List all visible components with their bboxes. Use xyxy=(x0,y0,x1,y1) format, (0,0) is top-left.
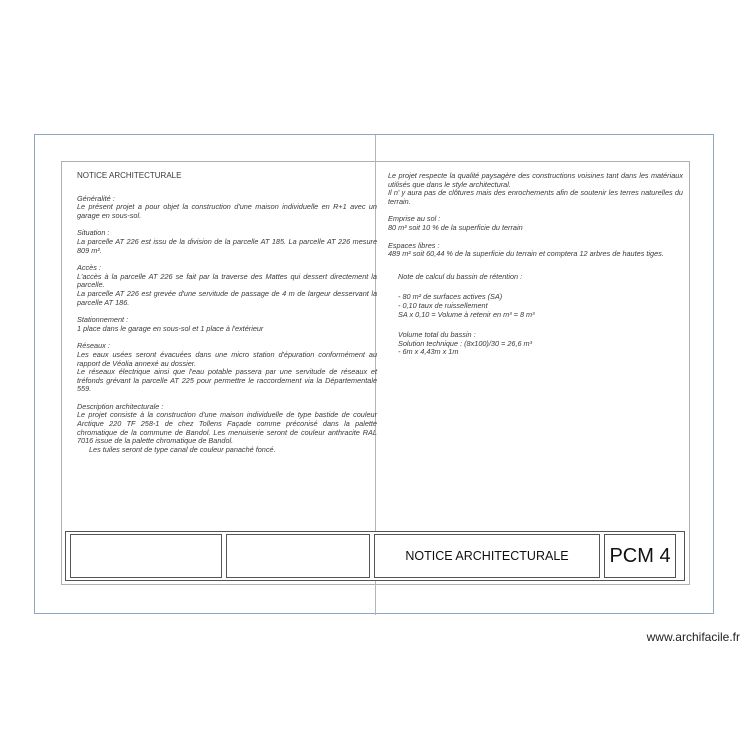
section-reseaux xyxy=(77,342,377,394)
section-acces xyxy=(77,264,377,307)
paysage-line-1: Le projet respecte la qualité paysagère des constructions voisines tant dans les matériaux utilisés que dans le style architectural. xyxy=(388,171,683,189)
title-block xyxy=(65,531,685,581)
description-line-2: Les tuiles seront de type canal de couleur panaché foncé. xyxy=(89,444,276,454)
volume-line-1: Solution technique : (8x100)/30 = 26,6 m³ xyxy=(398,338,533,348)
acces-heading: Accès : xyxy=(77,263,101,273)
situation-text: La parcelle AT 226 est issu de la division de la parcelle AT 185. La parcelle AT 226 mesure 809 m². xyxy=(77,236,377,255)
acces-line-2: La parcelle AT 226 est grevée d'une servitude de passage de 4 m de largeur desservant la parcelle AT 186. xyxy=(77,288,377,307)
title-block-cell-empty-2 xyxy=(226,534,370,578)
reseaux-line-2: Le réseaux électrique ainsi que l'eau potable passera par une servitude de réseaux et tréfonds grévant la parcelle AT 225 pour permettre le raccordement via la Départementale 559. xyxy=(77,367,377,394)
title-block-label: NOTICE ARCHITECTURALE xyxy=(374,534,600,578)
espaces-text: 489 m² soit 60,44 % de la superficie du terrain et comptera 12 arbres de hautes tiges. xyxy=(388,249,664,259)
section-stationnement xyxy=(77,316,377,333)
title-block-cell-empty-1 xyxy=(70,534,222,578)
stationnement-heading: Stationnement : xyxy=(77,315,129,325)
paysage-line-2: Il n' y aura pas de clôtures mais des enrochements afin de soutenir les terres naturelles du terrain. xyxy=(388,188,683,206)
description-heading: Description architecturale : xyxy=(77,401,164,411)
acces-line-1: L'accès à la parcelle AT 226 se fait par la traverse des Mattes qui dessert directement la parcelle. xyxy=(77,271,377,290)
volume-line-2: - 6m x 4,43m x 1m xyxy=(398,347,459,357)
section-situation xyxy=(77,229,377,255)
notice-title: NOTICE ARCHITECTURALE xyxy=(77,171,182,180)
bassin-line-2: - 0,10 taux de ruissellement xyxy=(398,300,488,310)
section-generalite xyxy=(77,195,377,221)
bassin-line-1: - 80 m² de surfaces actives (SA) xyxy=(398,292,503,302)
notice-left-column xyxy=(77,172,377,463)
volume-heading: Volume total du bassin : xyxy=(398,330,476,340)
section-emprise xyxy=(388,215,683,232)
description-line-1: Le projet consiste à la construction d'une maison individuelle de type bastide de couleur Arctique 220 TF 258-1 de chez Tollens Façade comme préconisé dans la palette chromatique de la commune de Bandol. Les menuiserie seront de couleur anthracite RAL 7016 issue de la palette chromatique de Bandol. xyxy=(77,410,377,446)
reseaux-line-1: Les eaux usées seront évacuées dans une micro station d'épuration conformément au rapport de Véolia annexé au dossier. xyxy=(77,349,377,368)
reseaux-heading: Réseaux : xyxy=(77,341,110,351)
drawing-sheet xyxy=(34,134,714,614)
notice-frame xyxy=(61,161,690,585)
generalite-heading: Généralité : xyxy=(77,193,115,203)
section-bassin xyxy=(388,273,683,357)
generalite-text: Le présent projet a pour objet la construction d'une maison individuelle en R+1 avec un garage en sous-sol. xyxy=(77,202,377,220)
emprise-heading: Emprise au sol : xyxy=(388,214,441,224)
section-paysage xyxy=(388,172,683,206)
situation-heading: Situation : xyxy=(77,228,110,238)
watermark-url: www.archifacile.fr xyxy=(646,630,740,644)
section-description xyxy=(77,403,377,455)
bassin-line-3: SA x 0,10 = Volume à retenir en m³ = 8 m³ xyxy=(398,309,535,319)
espaces-heading: Espaces libres : xyxy=(388,240,440,250)
notice-right-column xyxy=(388,172,683,366)
emprise-text: 80 m² soit 10 % de la superficie du terrain xyxy=(388,222,523,232)
stationnement-text: 1 place dans le garage en sous-sol et 1 place à l'extérieur xyxy=(77,323,264,333)
section-espaces-libres xyxy=(388,242,683,259)
title-block-code: PCM 4 xyxy=(604,534,676,578)
bassin-heading: Note de calcul du bassin de rétention : xyxy=(398,271,523,281)
